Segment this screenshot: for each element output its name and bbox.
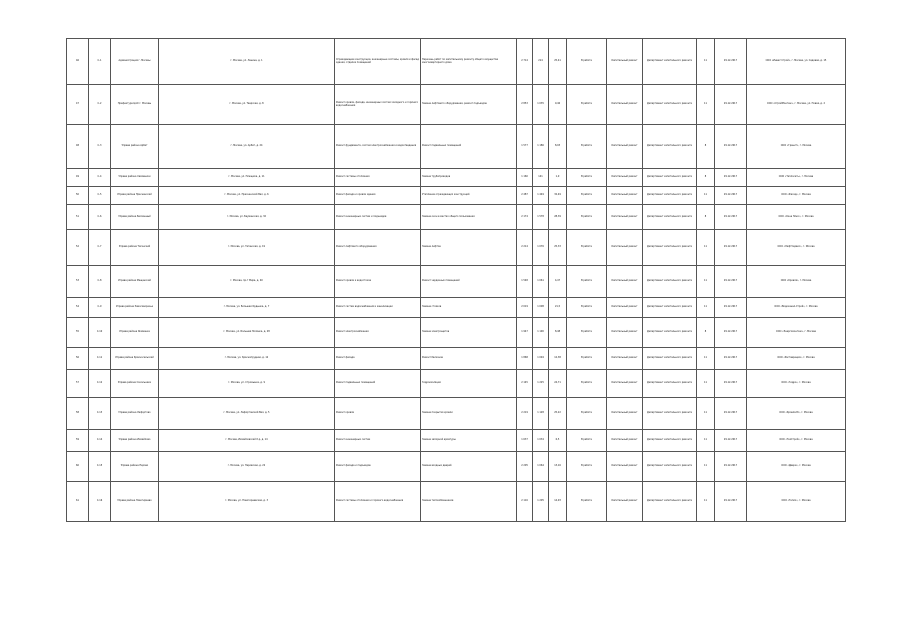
cell-contact: ООО «ЛифтСервис», г. Москва (747, 230, 846, 266)
cell-contact: ООО «Тепло», г. Москва (747, 482, 846, 522)
cell-agency: Департамент капитального ремонта (643, 205, 697, 230)
cell-desc2: Ремонт подвальных помещений (421, 125, 517, 169)
cell-agency: Департамент капитального ремонта (643, 266, 697, 298)
cell-contact: ООО «Гидро», г. Москва (747, 370, 846, 398)
cell-desc1: Ремонт системы отопления (335, 169, 421, 187)
cell-type: Капитальный ремонт (607, 398, 643, 430)
cell-owner: Префектура ЦАО г. Москвы (111, 85, 159, 125)
cell-contact: ООО «Окна Плюс», г. Москва (747, 205, 846, 230)
cell-date: 29.12.2017 (715, 125, 747, 169)
cell-v1: 2 116 (517, 482, 533, 522)
data-table (66, 38, 846, 522)
cell-v2: 1 064 (533, 452, 549, 482)
cell-v3: 21,5 (549, 298, 567, 318)
cell-n: 57 (67, 370, 89, 398)
cell-v3: 1,9 (549, 169, 567, 187)
cell-cnt: 11 (697, 482, 715, 522)
cell-v2: 1 034 (533, 430, 549, 452)
cell-v2: 1 076 (533, 230, 549, 266)
cell-desc2: Перечень работ по капитальному ремонту общего имущества многоквартирного дома (421, 39, 517, 85)
cell-cnt: 11 (697, 430, 715, 452)
cell-type: Капитальный ремонт (607, 85, 643, 125)
cell-status: В работе (567, 169, 607, 187)
cell-desc1: Ремонт фасада и подъездов (335, 452, 421, 482)
cell-object: г. Москва, ул. Таганская, д. 19 (159, 230, 335, 266)
cell-n: 46 (67, 39, 89, 85)
cell-cnt: 11 (697, 348, 715, 370)
cell-object: г. Москва, пр-т Мира, д. 40 (159, 266, 335, 298)
cell-v1: 1 637 (517, 430, 533, 452)
cell-cnt: 11 (697, 452, 715, 482)
cell-owner: Управа района Арбат (111, 125, 159, 169)
table-row (67, 318, 846, 348)
cell-owner: Управа района Сокольники (111, 370, 159, 398)
cell-v2: 1 008 (533, 298, 549, 318)
cell-desc2: Замена лифтов (421, 230, 517, 266)
cell-code: С-2 (89, 85, 111, 125)
cell-contact: ООО «Фасад», г. Москва (747, 187, 846, 205)
cell-desc1: Ремонт фасада и кровли здания (335, 187, 421, 205)
cell-date: 29.12.2017 (715, 187, 747, 205)
cell-type: Капитальный ремонт (607, 482, 643, 522)
cell-n: 53 (67, 266, 89, 298)
table-row (67, 482, 846, 522)
cell-date: 29.12.2017 (715, 230, 747, 266)
cell-v2: 214 (533, 39, 549, 85)
cell-contact: ООО «Энергомонтаж», г. Москва (747, 318, 846, 348)
cell-status: В работе (567, 348, 607, 370)
cell-v1: 1 160 (517, 169, 533, 187)
cell-n: 55 (67, 318, 89, 348)
cell-v3: 28,39 (549, 205, 567, 230)
cell-code: С-8 (89, 266, 111, 298)
cell-code: С-1 (89, 39, 111, 85)
cell-desc1: Ремонт фундамента, систем электроснабжения и водоотведения (335, 125, 421, 169)
cell-type: Капитальный ремонт (607, 205, 643, 230)
cell-date: 29.12.2017 (715, 318, 747, 348)
cell-agency: Департамент капитального ремонта (643, 230, 697, 266)
cell-owner: Управа района Измайлово (111, 430, 159, 452)
cell-n: 56 (67, 348, 89, 370)
cell-contact: ООО «СтройМонтаж», г. Москва, ул. Новая, д. 2 (747, 85, 846, 125)
cell-v3: 8,48 (549, 318, 567, 348)
cell-n: 51 (67, 205, 89, 230)
cell-contact: ООО «Кровля», г. Москва (747, 266, 846, 298)
cell-object: г. Москва, ул. Ленина, д. 1 (159, 39, 335, 85)
cell-desc2: Замена покрытия кровли (421, 398, 517, 430)
cell-v2: 1 061 (533, 266, 549, 298)
cell-v3: 24,71 (549, 370, 567, 398)
cell-v1: 2 487 (517, 187, 533, 205)
cell-v2: 1 186 (533, 125, 549, 169)
cell-status: В работе (567, 370, 607, 398)
table-row (67, 430, 846, 452)
cell-v1: 2 853 (517, 85, 533, 125)
cell-type: Капитальный ремонт (607, 348, 643, 370)
cell-date: 29.12.2017 (715, 370, 747, 398)
cell-agency: Департамент капитального ремонта (643, 298, 697, 318)
cell-date: 29.12.2017 (715, 169, 747, 187)
table-row (67, 370, 846, 398)
cell-agency: Департамент капитального ремонта (643, 370, 697, 398)
cell-desc2: Замена запорной арматуры (421, 430, 517, 452)
cell-desc2: Замена стояков (421, 298, 517, 318)
cell-desc1: Ремонт кровли, фасада, инженерных систем холодного и горячего водоснабжения (335, 85, 421, 125)
table-row (67, 230, 846, 266)
cell-agency: Департамент капитального ремонта (643, 430, 697, 452)
cell-type: Капитальный ремонт (607, 169, 643, 187)
cell-status: В работе (567, 298, 607, 318)
cell-status: В работе (567, 230, 607, 266)
cell-v1: 1 947 (517, 318, 533, 348)
cell-date: 29.12.2017 (715, 266, 747, 298)
table-row (67, 39, 846, 85)
cell-desc2: Замена лифтового оборудования, ремонт подъездов (421, 85, 517, 125)
cell-desc2: Замена теплообменников (421, 482, 517, 522)
cell-desc2: Утепление ограждающих конструкций (421, 187, 517, 205)
cell-owner: Управа района Мещанский (111, 266, 159, 298)
cell-contact: ООО «Теплосеть», г. Москва (747, 169, 846, 187)
cell-n: 59 (67, 430, 89, 452)
cell-date: 29.12.2017 (715, 398, 747, 430)
cell-agency: Департамент капитального ремонта (643, 85, 697, 125)
table-row (67, 125, 846, 169)
cell-v2: 1 225 (533, 370, 549, 398)
cell-agency: Департамент капитального ремонта (643, 125, 697, 169)
cell-desc2: Гидроизоляция (421, 370, 517, 398)
document-sheet (66, 38, 845, 615)
cell-v1: 2 145 (517, 370, 533, 398)
cell-object: г. Москва, Измайловский б-р, д. 14 (159, 430, 335, 452)
cell-owner: Управа района Красносельский (111, 348, 159, 370)
cell-cnt: 8 (697, 169, 715, 187)
cell-v3: 13,16 (549, 452, 567, 482)
cell-owner: Управа района Перово (111, 452, 159, 482)
cell-type: Капитальный ремонт (607, 39, 643, 85)
cell-n: 47 (67, 85, 89, 125)
cell-agency: Департамент капитального ремонта (643, 348, 697, 370)
cell-object: г. Москва, ул. Арбат, д. 24 (159, 125, 335, 169)
cell-v3: 6,5 (549, 430, 567, 452)
cell-v3: 12,38 (549, 348, 567, 370)
cell-v3: 25,22 (549, 398, 567, 430)
cell-v3: 25,41 (549, 39, 567, 85)
cell-contact: ООО «Гранит», г. Москва (747, 125, 846, 169)
cell-owner: Управа района Пресненский (111, 187, 159, 205)
cell-v1: 2 174 (517, 205, 533, 230)
cell-owner: Администрация г. Москвы (111, 39, 159, 85)
cell-code: С-10 (89, 318, 111, 348)
cell-v1: 1 548 (517, 266, 533, 298)
cell-desc2: Ремонт чердачных помещений (421, 266, 517, 298)
cell-desc1: Ограждающие конструкции, инженерные системы, кровля и фасад здания, отделка помещений (335, 39, 421, 85)
table-row (67, 398, 846, 430)
cell-v1: 2 205 (517, 452, 533, 482)
cell-status: В работе (567, 39, 607, 85)
cell-status: В работе (567, 205, 607, 230)
cell-status: В работе (567, 430, 607, 452)
cell-owner: Управа района Басманный (111, 205, 159, 230)
cell-cnt: 11 (697, 85, 715, 125)
cell-contact: ООО «Кровля-М», г. Москва (747, 398, 846, 430)
cell-v3: 32,49 (549, 187, 567, 205)
cell-agency: Департамент капитального ремонта (643, 187, 697, 205)
cell-cnt: 11 (697, 230, 715, 266)
cell-status: В работе (567, 482, 607, 522)
table-body (67, 39, 846, 522)
cell-n: 61 (67, 482, 89, 522)
cell-cnt: 11 (697, 398, 715, 430)
cell-status: В работе (567, 318, 607, 348)
cell-desc1: Ремонт лифтового оборудования (335, 230, 421, 266)
cell-code: С-5 (89, 187, 111, 205)
cell-object: г. Москва, ул. Лефортовский Вал, д. 5 (159, 398, 335, 430)
cell-object: г. Москва, ул. Новогиреевская, д. 3 (159, 482, 335, 522)
cell-v3: 9,46 (549, 85, 567, 125)
cell-desc1: Ремонт кровли и водостоков (335, 266, 421, 298)
cell-type: Капитальный ремонт (607, 230, 643, 266)
cell-v2: 1 205 (533, 482, 549, 522)
cell-object: г. Москва, ул. Большая Ордынка, д. 7 (159, 298, 335, 318)
cell-v3: 14,93 (549, 482, 567, 522)
cell-type: Капитальный ремонт (607, 430, 643, 452)
cell-code: С-11 (89, 348, 111, 370)
cell-type: Капитальный ремонт (607, 125, 643, 169)
cell-contact: ООО «Инвестстрой», г. Москва, ул. Садовая, д. 15 (747, 39, 846, 85)
cell-contact: ООО «Реставрация», г. Москва (747, 348, 846, 370)
table-row (67, 205, 846, 230)
cell-v2: 1 449 (533, 187, 549, 205)
cell-v2: 1 128 (533, 398, 549, 430)
cell-code: С-13 (89, 398, 111, 430)
cell-code: С-3 (89, 125, 111, 169)
cell-desc2: Замена электрощитов (421, 318, 517, 348)
cell-type: Капитальный ремонт (607, 318, 643, 348)
cell-status: В работе (567, 125, 607, 169)
cell-code: С-12 (89, 370, 111, 398)
cell-type: Капитальный ремонт (607, 187, 643, 205)
cell-cnt: 11 (697, 39, 715, 85)
cell-owner: Управа района Новогиреево (111, 482, 159, 522)
cell-contact: ООО «Двери», г. Москва (747, 452, 846, 482)
cell-contact: ООО «ТехСтрой», г. Москва (747, 430, 846, 452)
cell-cnt: 11 (697, 298, 715, 318)
cell-owner: Управа района Якиманка (111, 318, 159, 348)
cell-type: Капитальный ремонт (607, 298, 643, 318)
cell-object: г. Москва, ул. Тверская, д. 8 (159, 85, 335, 125)
cell-status: В работе (567, 187, 607, 205)
cell-n: 49 (67, 169, 89, 187)
cell-owner: Управа района Лефортово (111, 398, 159, 430)
cell-type: Капитальный ремонт (607, 452, 643, 482)
cell-v2: 1 094 (533, 348, 549, 370)
cell-n: 60 (67, 452, 89, 482)
cell-v1: 2 219 (517, 398, 533, 430)
cell-desc2: Ремонт балконов (421, 348, 517, 370)
cell-v1: 2 714 (517, 39, 533, 85)
cell-v3: 25,33 (549, 230, 567, 266)
cell-cnt: 11 (697, 266, 715, 298)
cell-date: 29.12.2017 (715, 482, 747, 522)
cell-object: г. Москва, ул. Бауманская, д. 32 (159, 205, 335, 230)
cell-n: 54 (67, 298, 89, 318)
cell-cnt: 8 (697, 205, 715, 230)
cell-contact: ООО «Водоканал-Строй», г. Москва (747, 298, 846, 318)
cell-desc1: Ремонт инженерных систем (335, 430, 421, 452)
cell-desc2: Замена окон в местах общего пользования (421, 205, 517, 230)
cell-v1: 1 577 (517, 125, 533, 169)
cell-date: 29.12.2017 (715, 205, 747, 230)
table-row (67, 169, 846, 187)
cell-desc1: Ремонт электроснабжения (335, 318, 421, 348)
cell-status: В работе (567, 85, 607, 125)
cell-n: 48 (67, 125, 89, 169)
cell-desc1: Ремонт подвальных помещений (335, 370, 421, 398)
cell-desc1: Ремонт инженерных систем и подъездов (335, 205, 421, 230)
cell-v3: 8,93 (549, 125, 567, 169)
cell-object: г. Москва, ул. Стромынка, д. 9 (159, 370, 335, 398)
cell-status: В работе (567, 266, 607, 298)
cell-cnt: 8 (697, 318, 715, 348)
cell-cnt: 8 (697, 125, 715, 169)
cell-n: 50 (67, 187, 89, 205)
table-row (67, 298, 846, 318)
cell-status: В работе (567, 398, 607, 430)
cell-v2: 1 190 (533, 318, 549, 348)
cell-v1: 1 868 (517, 348, 533, 370)
cell-owner: Управа района Хамовники (111, 169, 159, 187)
cell-desc2: Замена трубопроводов (421, 169, 517, 187)
cell-date: 29.12.2017 (715, 430, 747, 452)
table-row (67, 85, 846, 125)
cell-cnt: 11 (697, 370, 715, 398)
cell-object: г. Москва, ул. Пресненский Вал, д. 6 (159, 187, 335, 205)
cell-code: С-6 (89, 205, 111, 230)
cell-agency: Департамент капитального ремонта (643, 169, 697, 187)
cell-n: 58 (67, 398, 89, 430)
cell-n: 52 (67, 230, 89, 266)
cell-cnt: 11 (697, 187, 715, 205)
cell-date: 29.12.2017 (715, 85, 747, 125)
cell-object: г. Москва, ул. Краснопрудная, д. 12 (159, 348, 335, 370)
cell-code: С-7 (89, 230, 111, 266)
cell-date: 29.12.2017 (715, 39, 747, 85)
cell-agency: Департамент капитального ремонта (643, 482, 697, 522)
cell-owner: Управа района Таганский (111, 230, 159, 266)
cell-date: 29.12.2017 (715, 348, 747, 370)
table-row (67, 187, 846, 205)
table-row (67, 266, 846, 298)
cell-agency: Департамент капитального ремонта (643, 452, 697, 482)
cell-v1: 2 019 (517, 298, 533, 318)
cell-v2: 141 (533, 169, 549, 187)
cell-desc1: Ремонт систем водоснабжения и канализации (335, 298, 421, 318)
cell-code: С-15 (89, 452, 111, 482)
cell-status: В работе (567, 452, 607, 482)
cell-code: С-4 (89, 169, 111, 187)
cell-type: Капитальный ремонт (607, 370, 643, 398)
cell-agency: Департамент капитального ремонта (643, 39, 697, 85)
cell-agency: Департамент капитального ремонта (643, 398, 697, 430)
cell-desc1: Ремонт фасада (335, 348, 421, 370)
cell-object: г. Москва, ул. Большая Полянка, д. 28 (159, 318, 335, 348)
cell-date: 29.12.2017 (715, 298, 747, 318)
cell-v2: 1 578 (533, 205, 549, 230)
cell-v3: 4,47 (549, 266, 567, 298)
cell-agency: Департамент капитального ремонта (643, 318, 697, 348)
cell-code: С-14 (89, 430, 111, 452)
cell-desc1: Ремонт системы отопления и горячего водоснабжения (335, 482, 421, 522)
table-row (67, 348, 846, 370)
cell-owner: Управа района Замоскворечье (111, 298, 159, 318)
cell-desc1: Ремонт кровли (335, 398, 421, 430)
cell-type: Капитальный ремонт (607, 266, 643, 298)
table-row (67, 452, 846, 482)
cell-code: С-9 (89, 298, 111, 318)
cell-code: С-16 (89, 482, 111, 522)
cell-date: 29.12.2017 (715, 452, 747, 482)
cell-v2: 1 035 (533, 85, 549, 125)
cell-desc2: Замена входных дверей (421, 452, 517, 482)
cell-v1: 2 214 (517, 230, 533, 266)
cell-object: г. Москва, ул. Перовская, д. 22 (159, 452, 335, 482)
cell-object: г. Москва, ул. Плющиха, д. 11 (159, 169, 335, 187)
